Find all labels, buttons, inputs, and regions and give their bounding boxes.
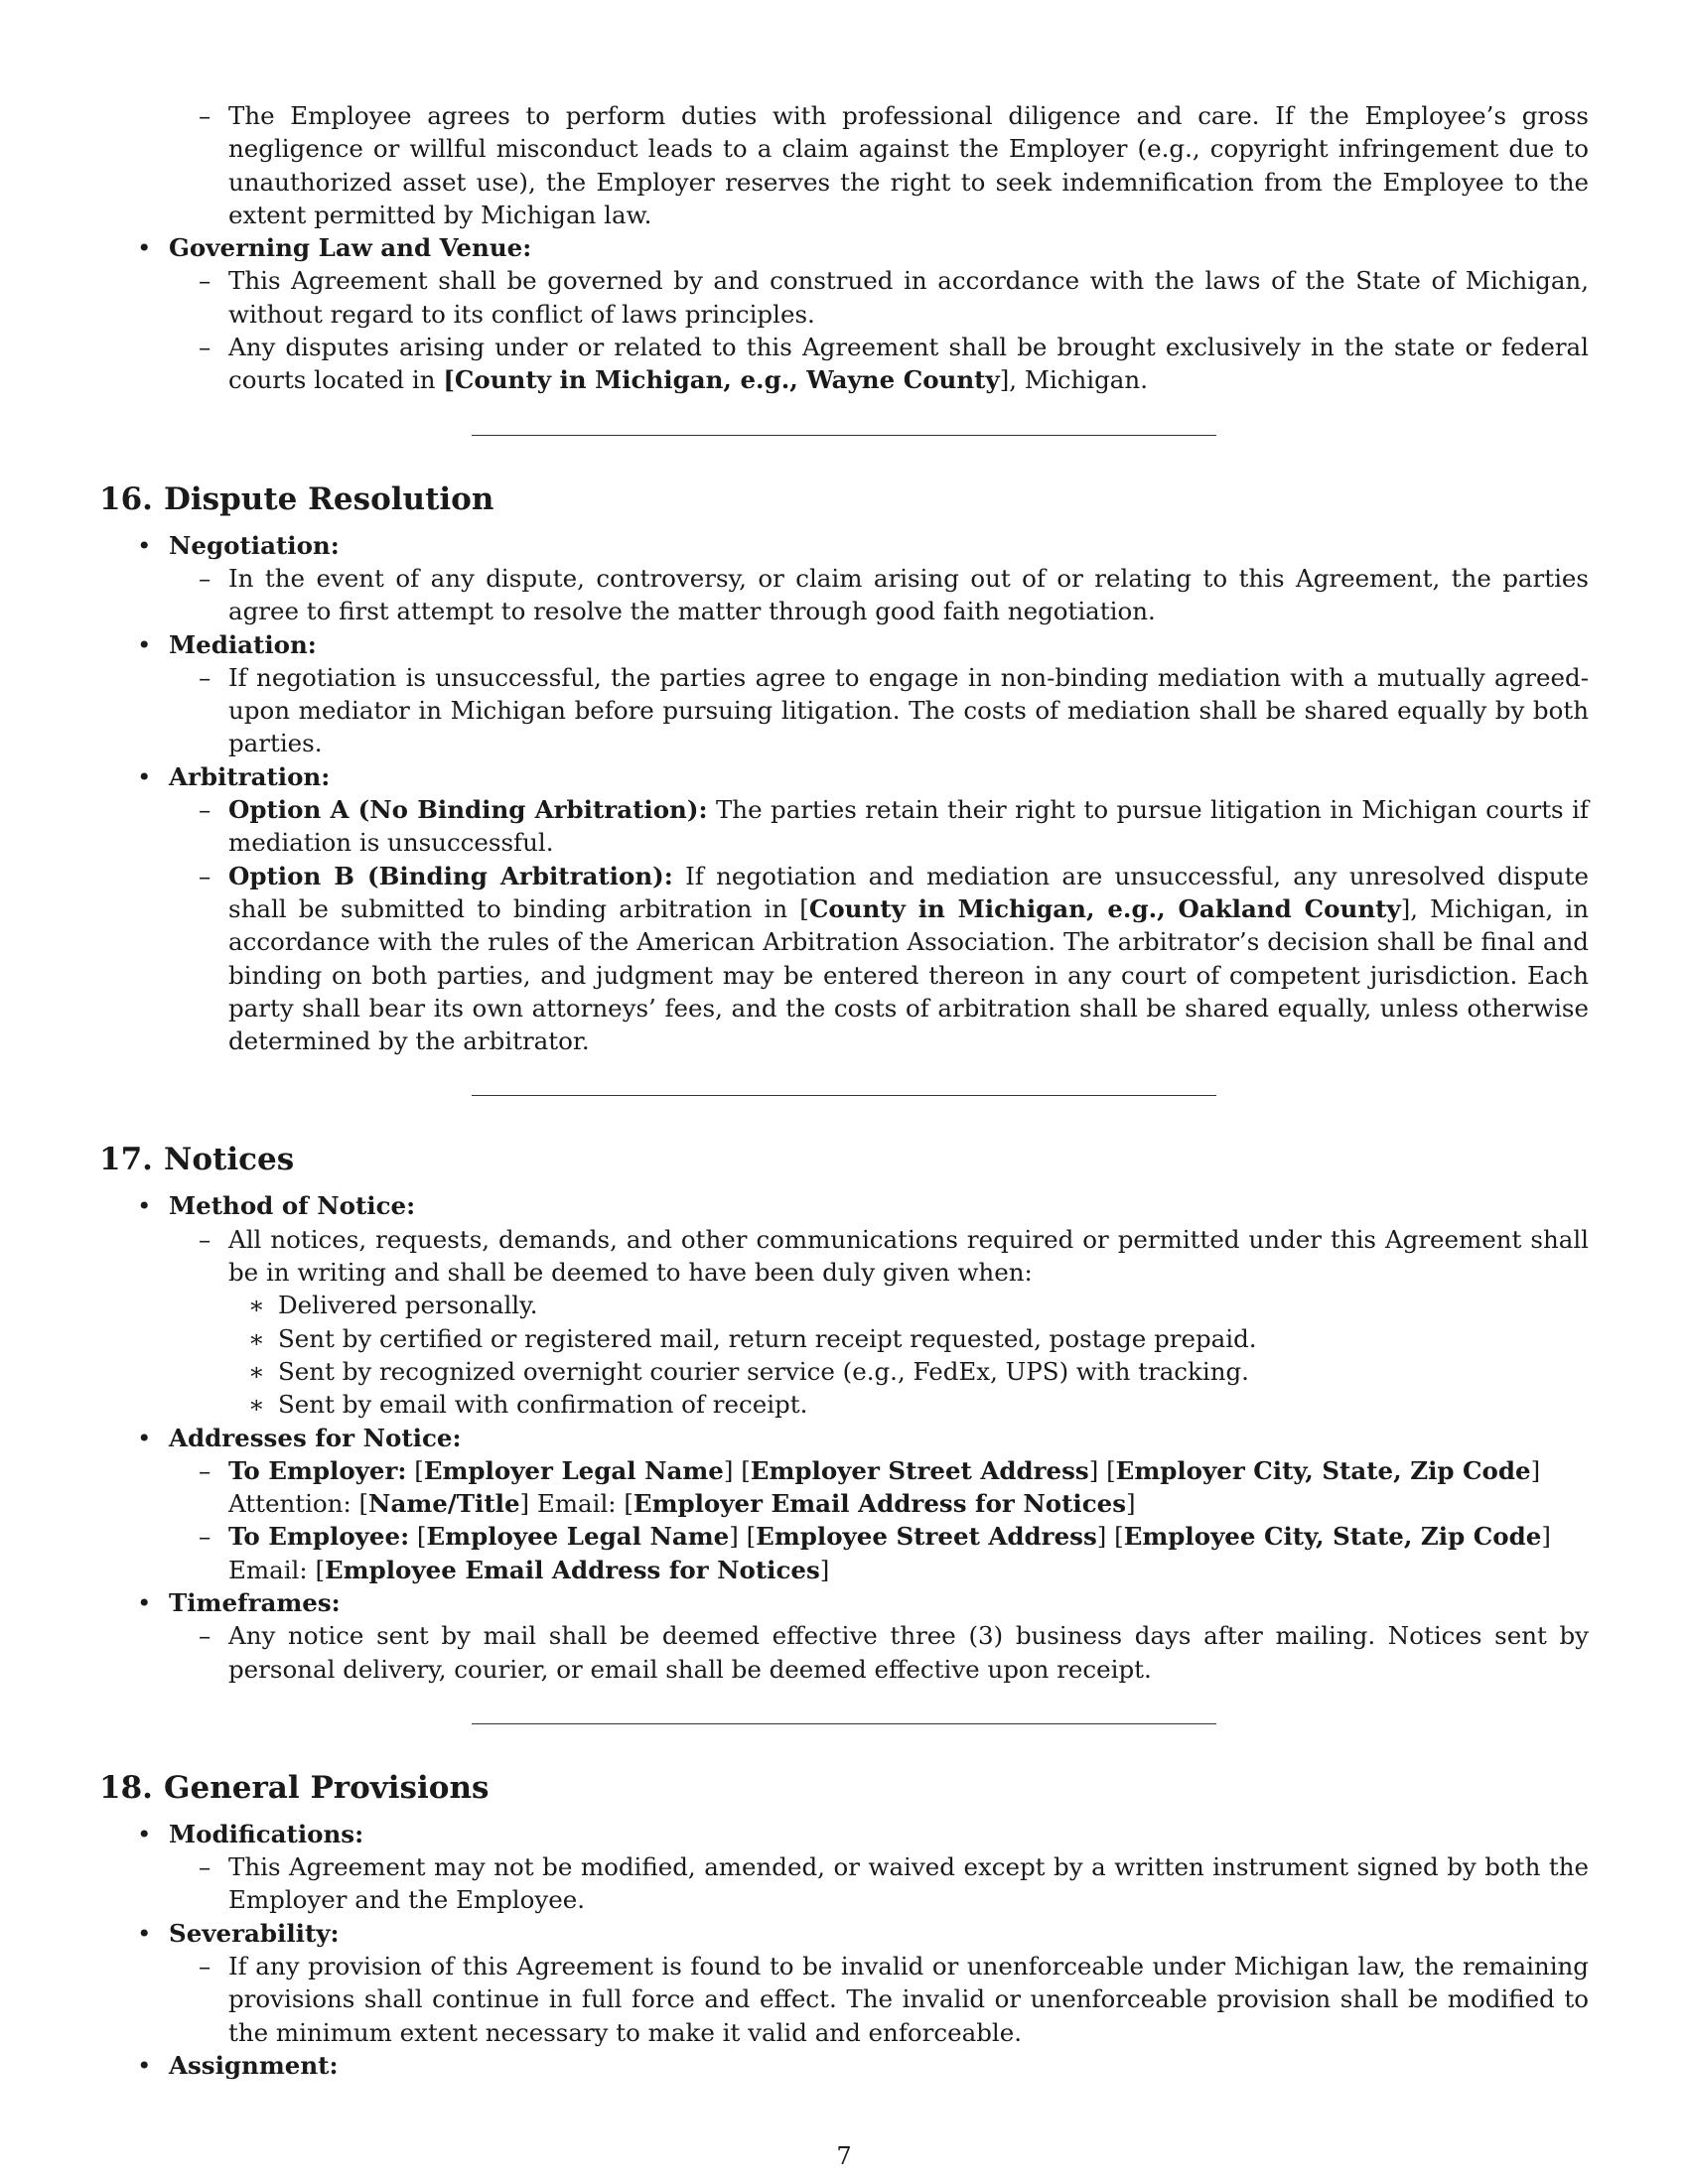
notice-method-item: ∗ Sent by certified or registered mail, return receipt requested, postage prepaid.	[99, 1322, 1589, 1355]
section-18-heading: 18. General Provisions	[99, 1769, 490, 1806]
employee-address: – To Employee: [Employee Legal Name] [Employee Street Address] [Employee City, State, Zip Code] Email: [Employee Email Address for Notices]	[99, 1520, 1589, 1586]
venue-clause: – Any disputes arising under or related to this Agreement shall be brought exclusively in the state or federal courts located in [County in Michigan, e.g., Wayne County], Michigan.	[99, 331, 1589, 397]
notice-method-item: ∗ Sent by email with confirmation of receipt.	[99, 1388, 1589, 1421]
section-16-heading: 16. Dispute Resolution	[99, 480, 494, 517]
page-number: 7	[836, 2142, 852, 2170]
mediation-heading: • Mediation:	[99, 628, 1589, 661]
indemnification-clause: – The Employee agrees to perform duties with professional diligence and care. If the Employee’s gross negligence or willful misconduct leads to a claim against the Employer (e.g., copyright infringement due to unauthorized asset use), the Employer reserves the right to seek indemnification from the Employee to the extent permitted by Michigan law.	[99, 99, 1589, 231]
mediation-clause: – If negotiation is unsuccessful, the parties agree to engage in non-binding mediation with a mutually agreed-upon mediator in Michigan before pursuing litigation. The costs of mediation shall be shared equally by both parties.	[99, 661, 1589, 760]
addresses-heading: • Addresses for Notice:	[99, 1422, 1589, 1454]
arbitration-heading: • Arbitration:	[99, 760, 1589, 793]
document-page	[99, 99, 1589, 2082]
timeframes-clause: – Any notice sent by mail shall be deemed effective three (3) business days after mailing. Notices sent by personal delivery, courier, or email shall be deemed effective upon receipt.	[99, 1619, 1589, 1686]
method-of-notice-heading: • Method of Notice:	[99, 1189, 1589, 1222]
negotiation-heading: • Negotiation:	[99, 529, 1589, 562]
modifications-clause: – This Agreement may not be modified, amended, or waived except by a written instrument signed by both the Employer and the Employee.	[99, 1850, 1589, 1917]
severability-clause: – If any provision of this Agreement is found to be invalid or unenforceable under Michigan law, the remaining provisions shall continue in full force and effect. The invalid or unenforceable provision shall be modified to the minimum extent necessary to make it valid and enforceable.	[99, 1950, 1589, 2049]
method-of-notice-clause: – All notices, requests, demands, and other communications required or permitted under this Agreement shall be in writing and shall be deemed to have been duly given when:	[99, 1223, 1589, 1290]
governing-law-clause: – This Agreement shall be governed by and construed in accordance with the laws of the State of Michigan, without regard to its conflict of laws principles.	[99, 264, 1589, 331]
governing-law-heading: • Governing Law and Venue:	[99, 231, 1589, 264]
arbitration-option-a: – Option A (No Binding Arbitration): The parties retain their right to pursue litigation in Michigan courts if mediation is unsuccessful.	[99, 793, 1589, 860]
notice-method-item: ∗ Sent by recognized overnight courier service (e.g., FedEx, UPS) with tracking.	[99, 1355, 1589, 1388]
timeframes-heading: • Timeframes:	[99, 1586, 1589, 1619]
notice-method-item: ∗ Delivered personally.	[99, 1289, 1589, 1321]
section-17-heading: 17. Notices	[99, 1142, 295, 1178]
negotiation-clause: – In the event of any dispute, controversy, or claim arising out of or relating to this Agreement, the parties agree to first attempt to resolve the matter through good faith negotiation.	[99, 562, 1589, 628]
venue-county-placeholder: [County in Michigan, e.g., Wayne County	[443, 365, 1000, 395]
modifications-heading: • Modifications:	[99, 1818, 1589, 1850]
section-divider	[472, 1095, 1216, 1096]
section-divider	[472, 1723, 1216, 1724]
section-divider	[472, 435, 1216, 436]
employer-address: – To Employer: [Employer Legal Name] [Employer Street Address] [Employer City, State, Zip Code] Attention: [Name/Title] Email: [Employer Email Address for Notices]	[99, 1454, 1589, 1521]
assignment-heading: • Assignment:	[99, 2049, 1589, 2082]
arbitration-option-b: – Option B (Binding Arbitration): If negotiation and mediation are unsuccessful, any unresolved dispute shall be submitted to binding arbitration in [County in Michigan, e.g., Oakland County], Michigan, in accordance with the rules of the American Arbitration Association. The arbitrator’s decision shall be final and binding on both parties, and judgment may be entered thereon in any court of competent jurisdiction. Each party shall bear its own attorneys’ fees, and the costs of arbitration shall be shared equally, unless otherwise determined by the arbitrator.	[99, 860, 1589, 1058]
severability-heading: • Severability:	[99, 1917, 1589, 1950]
